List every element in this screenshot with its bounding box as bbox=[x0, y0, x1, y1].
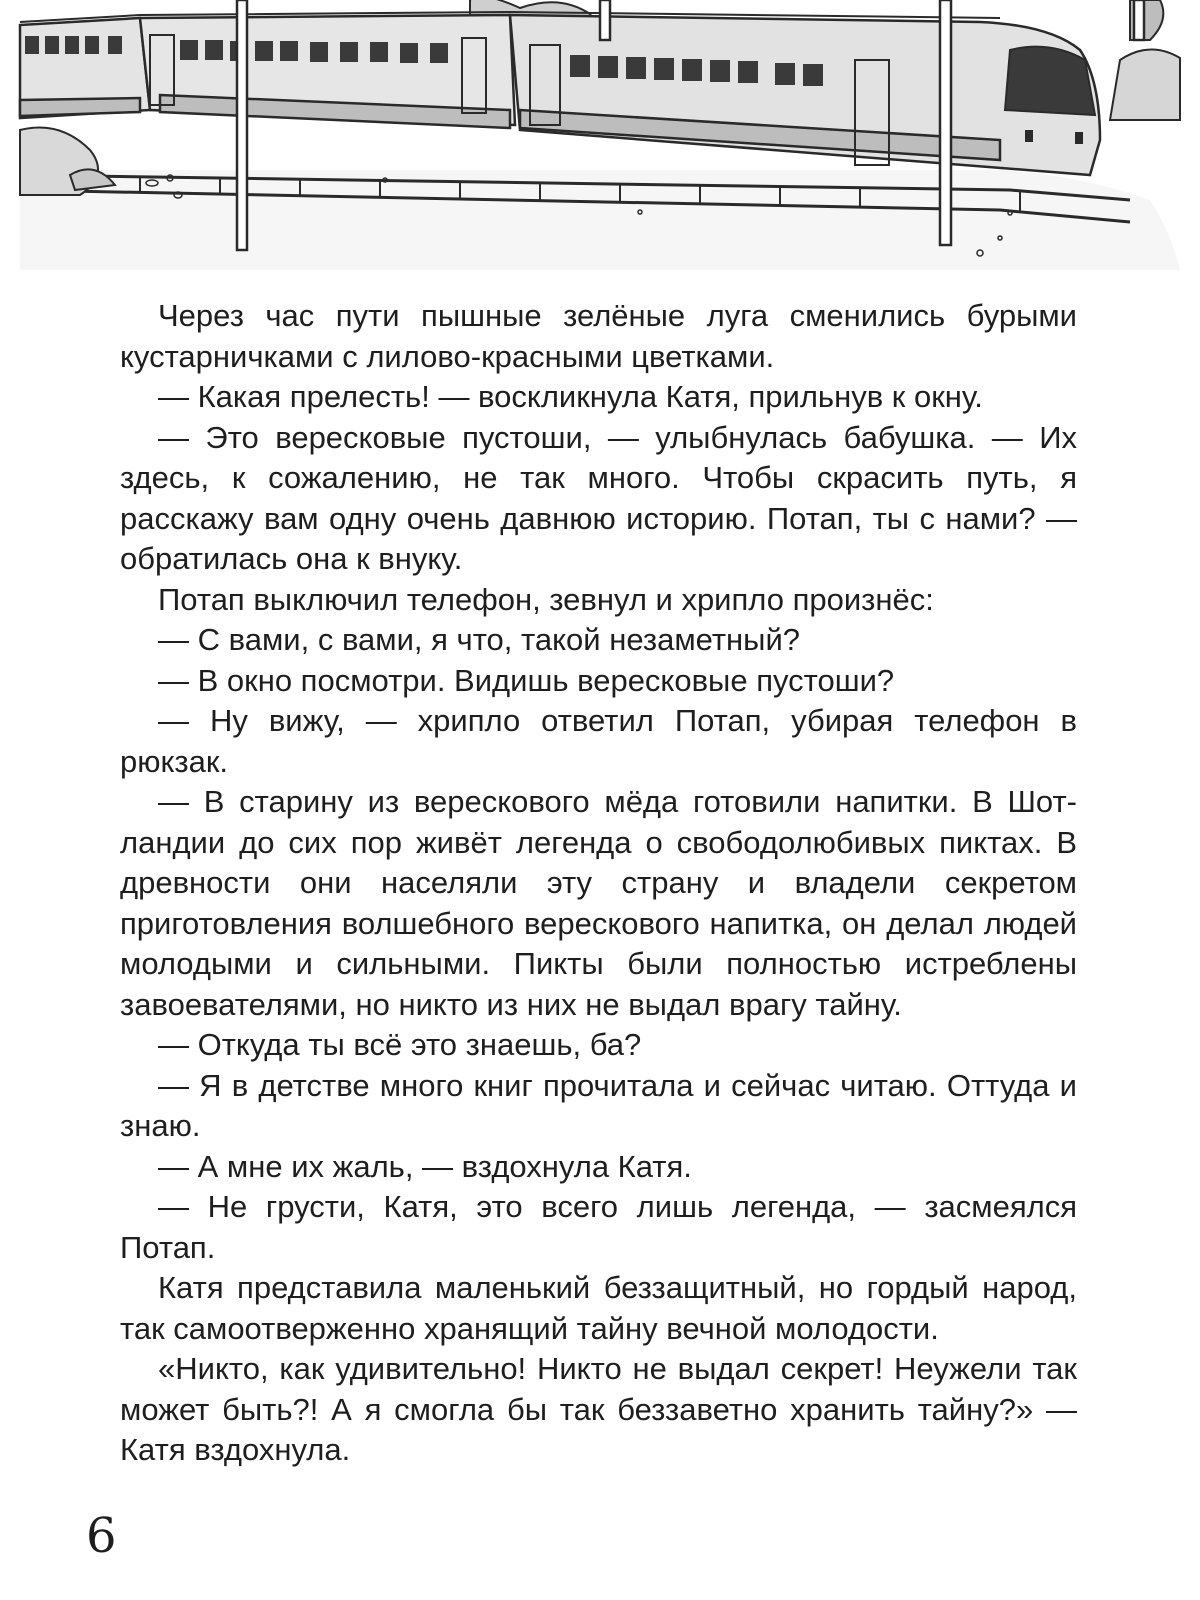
paragraph: Потап выключил телефон, зевнул и хрипло произнёс: bbox=[158, 581, 934, 617]
paragraph: — Я в детстве много книг прочитала и сейчас читаю. Оттуда и знаю. bbox=[120, 1067, 1077, 1143]
paragraph: — Не грусти, Катя, это всего лишь легенда, — засмеялся Потап. bbox=[120, 1189, 1077, 1265]
paragraph: — А мне их жаль, — вздохнула Катя. bbox=[158, 1148, 692, 1184]
paragraph: Катя представила маленький беззащитный, но гордый народ, так самоотверженно хранящий тайну вечной молодости. bbox=[120, 1270, 1077, 1346]
paragraph: — Какая прелесть! — воскликнула Катя, прильнув к окну. bbox=[158, 379, 983, 414]
paragraph: — Ну вижу, — хрипло ответил Потап, убирая телефон в рюкзак. bbox=[120, 703, 1077, 779]
paragraph: — Откуда ты всё это знаешь, ба? bbox=[158, 1027, 642, 1062]
story-text bbox=[120, 296, 1077, 1471]
train-illustration bbox=[0, 0, 1200, 270]
paragraph: — В окно посмотри. Видишь вересковые пустоши? bbox=[158, 662, 895, 698]
paragraph: «Никто, как удивительно! Никто не выдал секрет! Неужели так может быть?! А я смогла бы так беззаветно хранить тайну?» — Катя вздохнула. bbox=[120, 1351, 1077, 1467]
paragraph: — С вами, с вами, я что, такой незаметный? bbox=[158, 622, 801, 657]
page-number: 6 bbox=[86, 1508, 117, 1564]
paragraph: — В старину из верескового мёда готовили напитки. В Шотландии до сих пор живёт легенда о свободолюбивых пиктах. В древности они населяли эту страну и владели секретом приготовления волшебного верескового напитка, он делал людей молодыми и сильными. Пикты были полностью истреблены завоевателями, но никто из них не выдал врагу тайну. bbox=[120, 784, 1077, 1022]
paragraph: Через час пути пышные зелёные луга сменились бурыми кустарничками с лилово-красными цветками. bbox=[120, 298, 1077, 374]
paragraph: — Это вересковые пустоши, — улыбнулась бабушка. — Их здесь, к сожалению, не так много. Чтобы скрасить путь, я расскажу вам одну очень давнюю историю. Потап, ты с нами? — обратилась она к внуку. bbox=[120, 419, 1077, 576]
